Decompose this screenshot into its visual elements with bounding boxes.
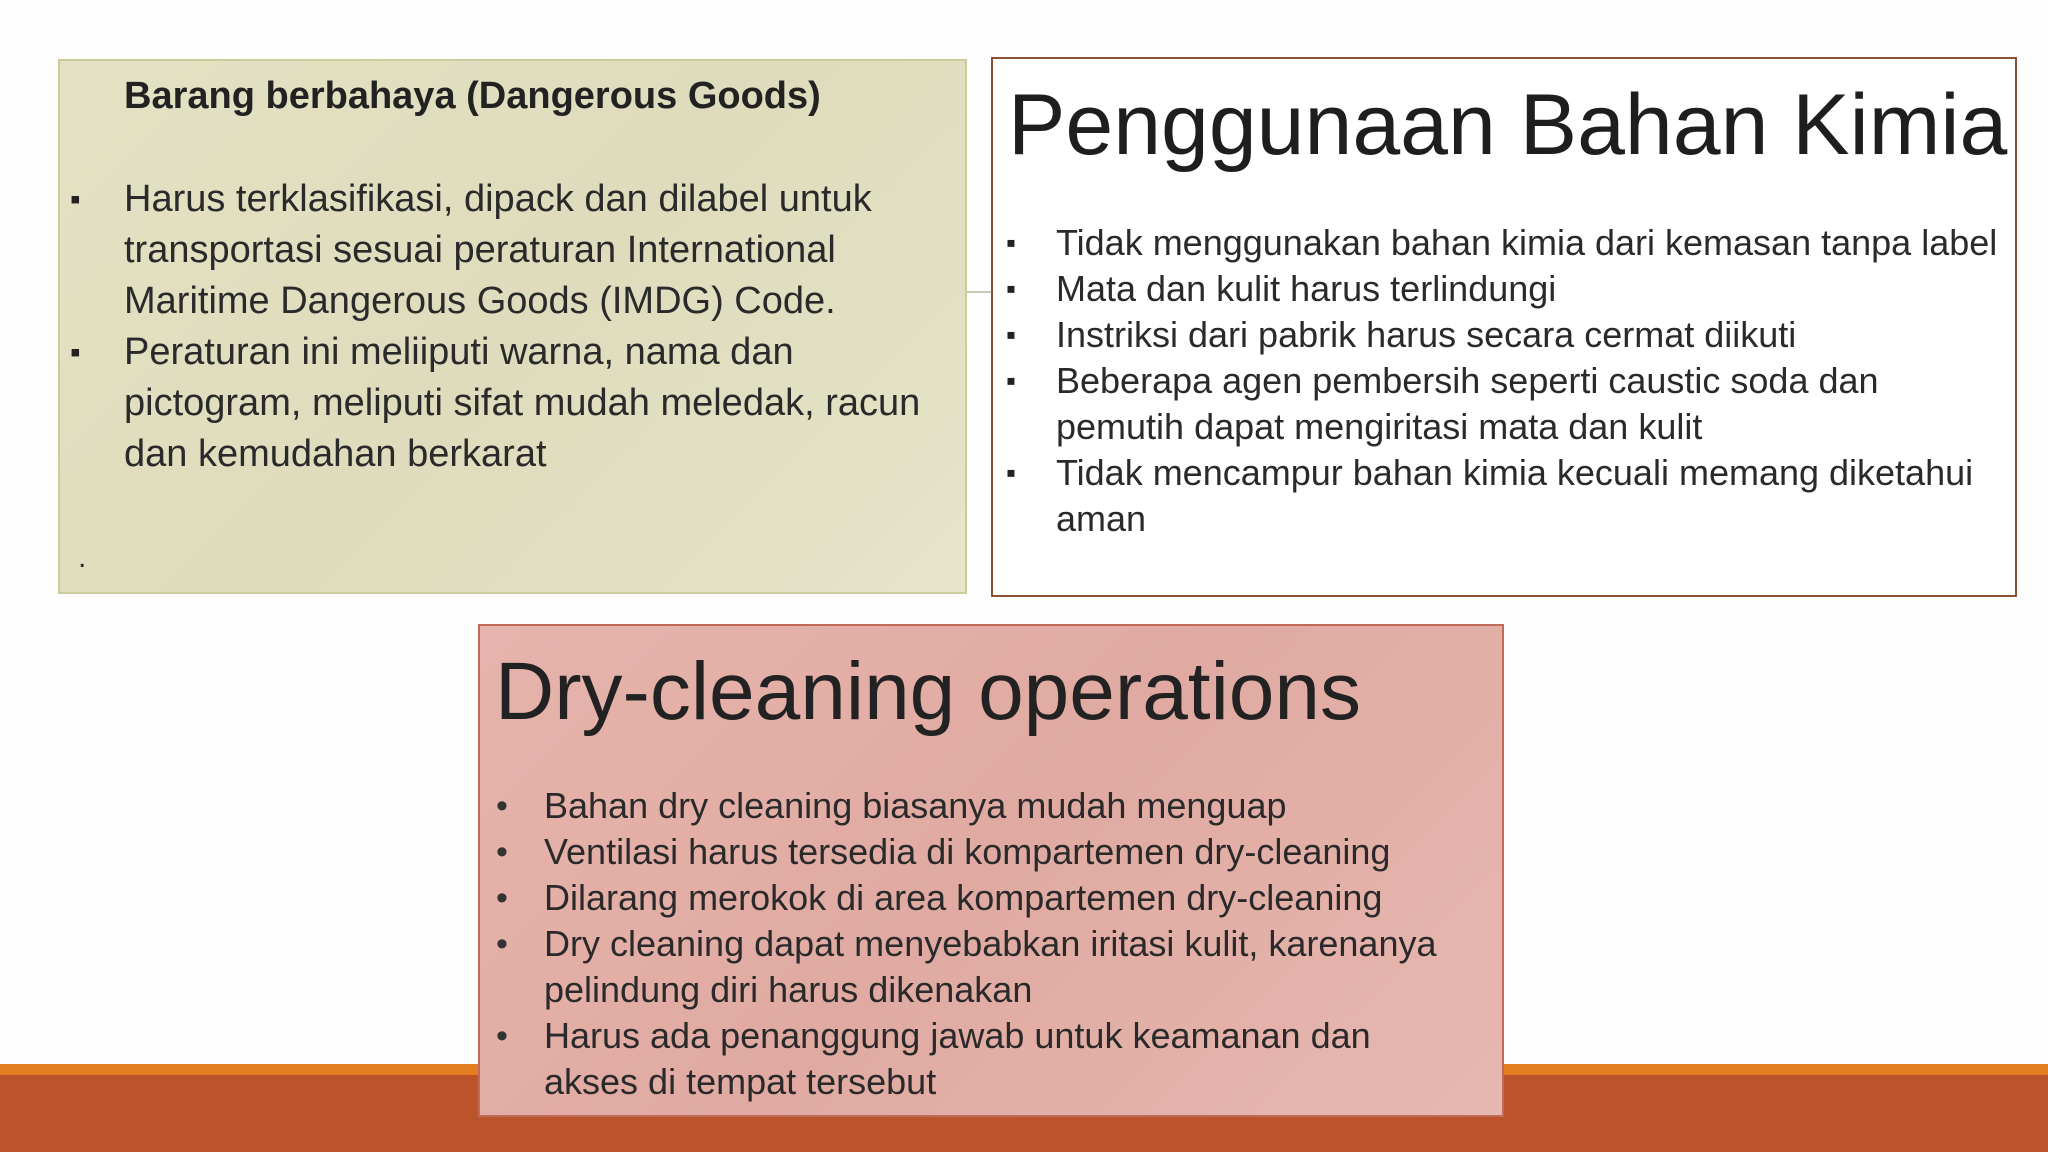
list-item: • Harus ada penanggung jawab untuk keamanan dan akses di tempat tersebut [544, 1013, 1474, 1105]
list-item: • Dilarang merokok di area kompartemen dry-cleaning [544, 875, 1474, 921]
trailing-mark: . [78, 541, 87, 574]
list-item: ▪ Beberapa agen pembersih seperti caustic soda dan pemutih dapat mengiritasi mata dan kulit [1056, 358, 2006, 450]
dry-cleaning-box [478, 624, 1504, 1117]
list-item: • Dry cleaning dapat menyebabkan iritasi kulit, karenanya pelindung diri harus dikenakan [544, 921, 1474, 1013]
list-item: • Bahan dry cleaning biasanya mudah menguap [544, 783, 1474, 829]
list-item: ▪ Instriksi dari pabrik harus secara cermat diikuti [1056, 312, 2006, 358]
dangerous-goods-title: Barang berbahaya (Dangerous Goods) [124, 75, 821, 117]
chemicals-list [1056, 220, 2006, 542]
dangerous-goods-box [58, 59, 967, 594]
connector-line [967, 291, 991, 293]
dry-cleaning-title: Dry-cleaning operations [495, 646, 1362, 737]
dangerous-goods-list [124, 174, 954, 480]
list-item: ▪ Tidak menggunakan bahan kimia dari kemasan tanpa label [1056, 220, 2006, 266]
list-item: ▪ Mata dan kulit harus terlindungi [1056, 266, 2006, 312]
list-item: ▪ Peraturan ini meliiputi warna, nama dan pictogram, meliputi sifat mudah meledak, racun dan kemudahan berkarat [124, 327, 954, 480]
list-item: ▪ Harus terklasifikasi, dipack dan dilabel untuk transportasi sesuai peraturan International Maritime Dangerous Goods (IMDG) Code. [124, 174, 954, 327]
list-item: ▪ Tidak mencampur bahan kimia kecuali memang diketahui aman [1056, 450, 2006, 542]
chemicals-title: Penggunaan Bahan Kimia [1008, 77, 2008, 173]
dry-cleaning-list [544, 783, 1474, 1105]
list-item: • Ventilasi harus tersedia di kompartemen dry-cleaning [544, 829, 1474, 875]
chemicals-box [991, 57, 2017, 597]
